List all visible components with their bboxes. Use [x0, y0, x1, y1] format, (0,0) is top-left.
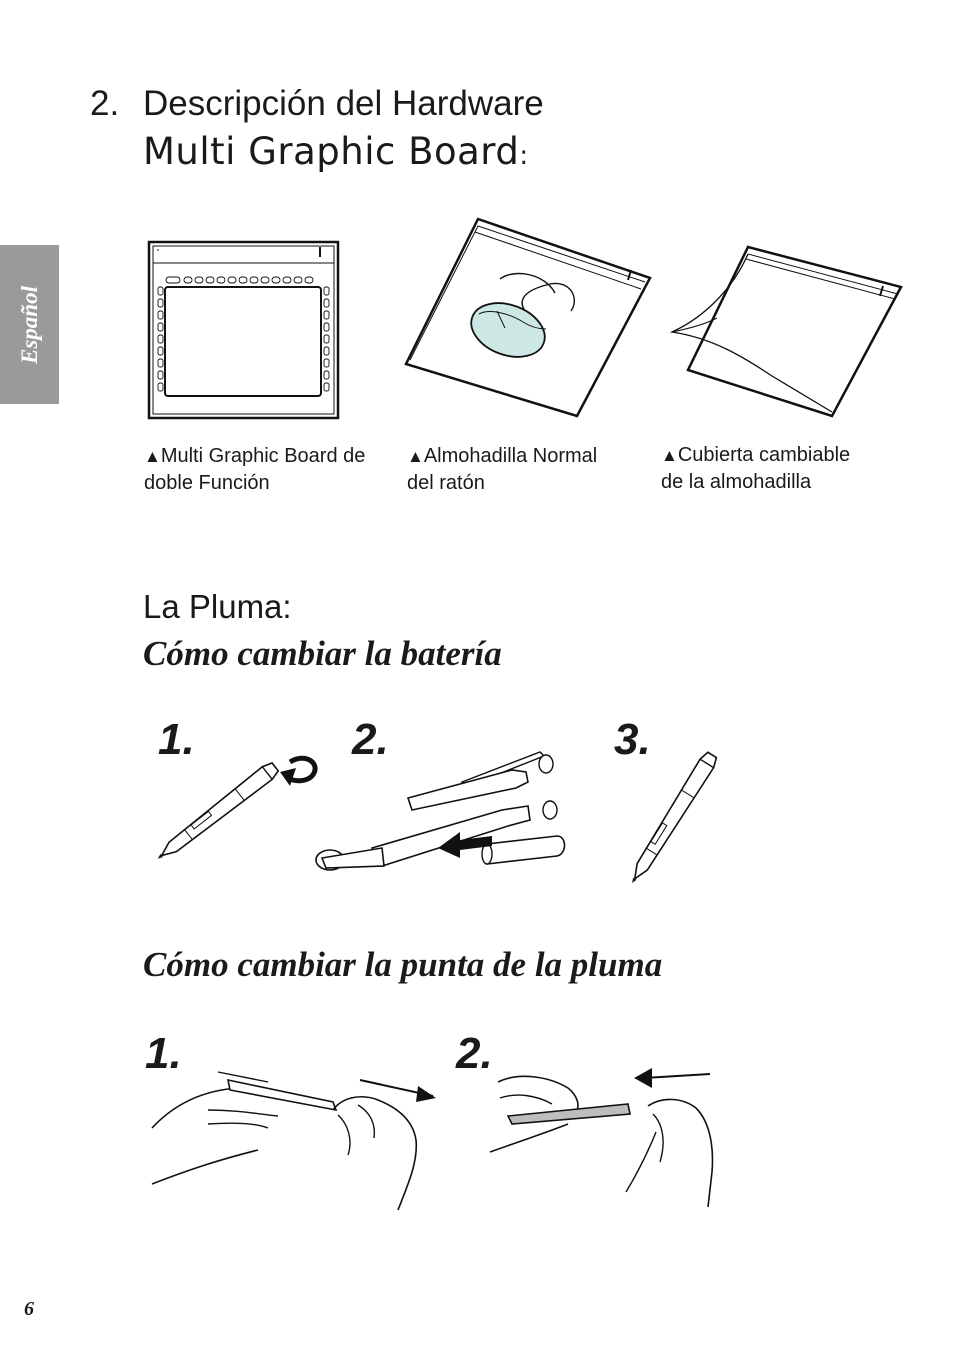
caption-tablet: ▲Multi Graphic Board de doble Función [144, 445, 366, 494]
battery-heading: Cómo cambiar la batería [143, 634, 502, 673]
section-title: Descripción del Hardware [143, 84, 544, 123]
nib-remove-illustration [148, 1060, 438, 1215]
battery-step-1-label: 1. [158, 715, 195, 764]
triangle-icon: ▲ [661, 446, 678, 465]
caption-mouse-pad: ▲Almohadilla Normal del ratón [407, 445, 598, 494]
tip-heading: Cómo cambiar la punta de la pluma [143, 945, 663, 984]
triangle-icon: ▲ [144, 447, 161, 466]
language-tab [0, 245, 59, 404]
subtitle-text: Multi Graphic Board [143, 130, 520, 173]
subtitle-colon: : [519, 141, 529, 171]
tip-step-2-label: 2. [456, 1029, 493, 1078]
triangle-icon: ▲ [407, 447, 424, 466]
tip-step-1-label: 1. [145, 1029, 182, 1078]
nib-insert-illustration [488, 1062, 723, 1212]
pen-twist-illustration [140, 752, 325, 867]
caption-pad-cover: ▲Cubierta cambiable de la almohadilla [661, 444, 851, 493]
battery-step-2-label: 2. [352, 715, 389, 764]
pen-heading: La Pluma: [143, 588, 292, 625]
battery-step-3-label: 3. [614, 715, 651, 764]
page-number: 6 [24, 1298, 34, 1320]
pad-cover-illustration [662, 246, 902, 418]
section-number: 2. [90, 84, 120, 123]
language-tab-label: Español [16, 285, 42, 364]
pen-assembled-illustration [612, 742, 737, 890]
pen-disassembled-illustration [312, 748, 572, 878]
section-subtitle [143, 130, 529, 173]
mouse-pad-illustration [405, 218, 651, 418]
tablet-illustration [148, 241, 340, 419]
